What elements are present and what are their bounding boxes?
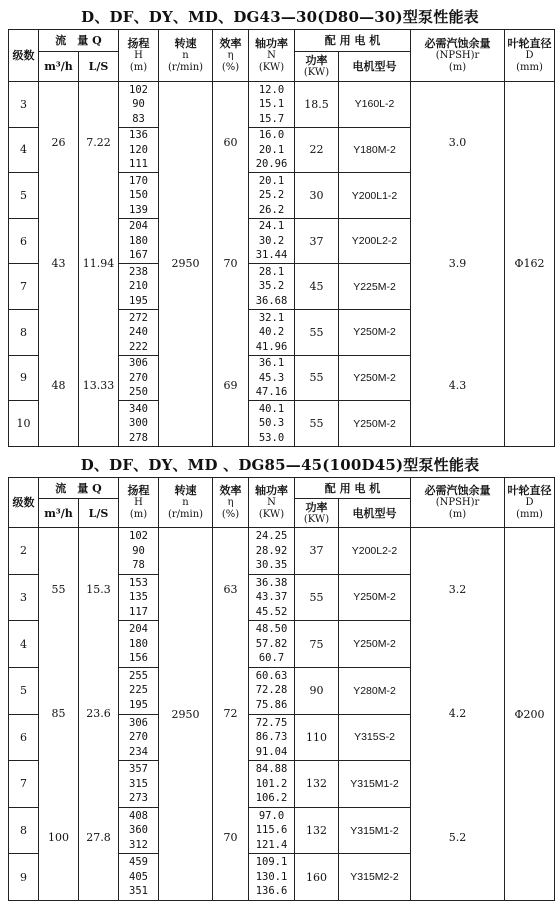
shaft-power-value: 24.1 xyxy=(258,220,285,233)
head-cell xyxy=(119,761,159,808)
head-value: 234 xyxy=(129,745,148,758)
motor-power-cell: 160 xyxy=(295,854,339,901)
stage-cell: 8 xyxy=(9,807,39,854)
head-value: 315 xyxy=(129,777,148,790)
motor-power-cell: 55 xyxy=(295,355,339,401)
motor-power-cell: 55 xyxy=(295,401,339,447)
shaft-power-value: 106.2 xyxy=(255,792,288,805)
shaft-power-cell xyxy=(249,528,295,575)
flow-m3h-cell-value: 43 xyxy=(51,257,66,271)
motor-model-cell: Y250M-2 xyxy=(339,574,411,621)
head-value: 405 xyxy=(129,870,148,883)
head-value: 272 xyxy=(129,311,148,324)
shaft-power-value: 101.2 xyxy=(255,777,288,790)
shaft-power-value: 20.96 xyxy=(255,158,288,171)
head-value: 136 xyxy=(129,129,148,142)
motor-power-cell: 37 xyxy=(295,218,339,264)
stage-cell: 9 xyxy=(9,355,39,401)
motor-power-cell: 55 xyxy=(295,310,339,356)
shaft-power-value: 20.1 xyxy=(258,143,285,156)
stage-cell: 9 xyxy=(9,854,39,901)
shaft-power-value: 121.4 xyxy=(255,838,288,851)
head-value: 240 xyxy=(129,326,148,339)
speed-cell: 2950 xyxy=(159,82,213,447)
shaft-power-value: 109.1 xyxy=(255,856,288,869)
head-value: 360 xyxy=(129,824,148,837)
pump-performance-table-1 xyxy=(8,29,555,447)
head-value: 167 xyxy=(129,249,148,262)
head-value: 83 xyxy=(132,112,145,125)
shaft-power-value: 53.0 xyxy=(258,431,285,444)
head-cell xyxy=(119,127,159,173)
efficiency-cell xyxy=(213,528,249,901)
motor-power-cell: 30 xyxy=(295,173,339,219)
shaft-power-value: 91.04 xyxy=(255,745,288,758)
head-value: 117 xyxy=(129,605,148,618)
npsh-cell xyxy=(411,528,505,901)
head-value: 90 xyxy=(132,544,145,557)
head-value: 210 xyxy=(129,280,148,293)
head-cell xyxy=(119,714,159,761)
head-value: 306 xyxy=(129,716,148,729)
shaft-power-value: 31.44 xyxy=(255,249,288,262)
head-value: 225 xyxy=(129,684,148,697)
flow-ls-cell-value: 15.3 xyxy=(86,583,111,596)
header-shaft-power: 轴功率 N (KW) xyxy=(249,30,295,82)
head-value: 250 xyxy=(129,386,148,399)
head-value: 204 xyxy=(129,623,148,636)
stage-cell: 6 xyxy=(9,714,39,761)
flow-m3h-cell-value: 55 xyxy=(51,583,66,596)
shaft-power-value: 57.82 xyxy=(255,637,288,650)
speed-cell: 2950 xyxy=(159,528,213,901)
head-value: 340 xyxy=(129,402,148,415)
head-value: 222 xyxy=(129,340,148,353)
head-cell xyxy=(119,218,159,264)
head-value: 135 xyxy=(129,591,148,604)
header-head: 扬程 H (m) xyxy=(119,30,159,82)
shaft-power-cell xyxy=(249,621,295,668)
head-value: 195 xyxy=(129,698,148,711)
shaft-power-cell xyxy=(249,574,295,621)
npsh-value: 5.2 xyxy=(448,831,467,844)
motor-model-cell: Y225M-2 xyxy=(339,264,411,310)
shaft-power-value: 84.88 xyxy=(255,763,288,776)
efficiency-value: 70 xyxy=(223,257,238,271)
head-value: 357 xyxy=(129,763,148,776)
flow-ls-cell-value: 7.22 xyxy=(86,136,111,149)
head-value: 90 xyxy=(132,98,145,111)
motor-power-cell: 22 xyxy=(295,127,339,173)
header-motor-model: 电机型号 xyxy=(339,52,411,82)
header-motor-power: 功率 (KW) xyxy=(295,499,339,528)
header-flow-ls: L/S xyxy=(79,499,119,528)
motor-power-cell: 37 xyxy=(295,528,339,575)
shaft-power-cell xyxy=(249,218,295,264)
motor-model-cell: Y315M2-2 xyxy=(339,854,411,901)
flow-ls-cell-value: 11.94 xyxy=(82,257,115,271)
header-flow-ls: L/S xyxy=(79,52,119,82)
header-flow-m3h: m³/h xyxy=(39,499,79,528)
shaft-power-value: 43.37 xyxy=(255,591,288,604)
header-npsh: 必需汽蚀余量 (NPSH)r (m) xyxy=(411,30,505,82)
head-value: 180 xyxy=(129,637,148,650)
head-cell xyxy=(119,310,159,356)
motor-model-cell: Y200L1-2 xyxy=(339,173,411,219)
shaft-power-cell xyxy=(249,807,295,854)
header-impeller-diameter: 叶轮直径 D (mm) xyxy=(505,478,555,528)
head-value: 408 xyxy=(129,809,148,822)
head-value: 312 xyxy=(129,838,148,851)
table2-title: D、DF、DY、MD 、DG85—45(100D45)型泵性能表 xyxy=(80,456,480,474)
shaft-power-value: 30.35 xyxy=(255,559,288,572)
motor-power-cell: 110 xyxy=(295,714,339,761)
shaft-power-value: 25.2 xyxy=(258,189,285,202)
shaft-power-cell xyxy=(249,127,295,173)
stage-cell: 6 xyxy=(9,218,39,264)
shaft-power-value: 30.2 xyxy=(258,234,285,247)
header-impeller-diameter: 叶轮直径 D (mm) xyxy=(505,30,555,82)
motor-model-cell: Y160L-2 xyxy=(339,82,411,128)
motor-model-cell: Y315M1-2 xyxy=(339,807,411,854)
head-value: 459 xyxy=(129,856,148,869)
motor-power-cell: 18.5 xyxy=(295,82,339,128)
shaft-power-value: 60.7 xyxy=(258,652,285,665)
motor-model-cell: Y200L2-2 xyxy=(339,528,411,575)
header-npsh: 必需汽蚀余量 (NPSH)r (m) xyxy=(411,478,505,528)
stage-cell: 3 xyxy=(9,82,39,128)
stage-cell: 7 xyxy=(9,264,39,310)
shaft-power-value: 36.68 xyxy=(255,294,288,307)
shaft-power-value: 40.2 xyxy=(258,326,285,339)
efficiency-value: 72 xyxy=(223,707,238,720)
head-cell xyxy=(119,401,159,447)
stage-cell: 2 xyxy=(9,528,39,575)
shaft-power-cell xyxy=(249,355,295,401)
head-cell xyxy=(119,82,159,128)
shaft-power-value: 12.0 xyxy=(258,83,285,96)
shaft-power-value: 48.50 xyxy=(255,623,288,636)
motor-model-cell: Y315M1-2 xyxy=(339,761,411,808)
flow-m3h-cell-value: 100 xyxy=(48,831,69,844)
flow-ls-cell-value: 23.6 xyxy=(86,707,111,720)
stage-cell: 3 xyxy=(9,574,39,621)
shaft-power-cell xyxy=(249,173,295,219)
motor-model-cell: Y315S-2 xyxy=(339,714,411,761)
head-value: 150 xyxy=(129,189,148,202)
motor-model-cell: Y200L2-2 xyxy=(339,218,411,264)
impeller-diameter-cell: Φ162 xyxy=(505,82,555,447)
shaft-power-value: 45.3 xyxy=(258,371,285,384)
stage-cell: 5 xyxy=(9,667,39,714)
shaft-power-value: 24.25 xyxy=(255,530,288,543)
shaft-power-value: 47.16 xyxy=(255,386,288,399)
shaft-power-value: 28.1 xyxy=(258,265,285,278)
head-cell xyxy=(119,667,159,714)
efficiency-value: 69 xyxy=(223,378,238,392)
motor-model-cell: Y250M-2 xyxy=(339,621,411,668)
header-efficiency: 效率 η (%) xyxy=(213,478,249,528)
npsh-value: 3.9 xyxy=(448,257,467,271)
shaft-power-value: 41.96 xyxy=(255,340,288,353)
motor-power-cell: 55 xyxy=(295,574,339,621)
head-value: 78 xyxy=(132,559,145,572)
shaft-power-value: 36.38 xyxy=(255,576,288,589)
header-speed: 转速 n (r/min) xyxy=(159,478,213,528)
shaft-power-value: 115.6 xyxy=(255,824,288,837)
stage-cell: 10 xyxy=(9,401,39,447)
shaft-power-value: 26.2 xyxy=(258,203,285,216)
head-cell xyxy=(119,621,159,668)
table-row xyxy=(9,82,555,128)
header-motor-power: 功率 (KW) xyxy=(295,52,339,82)
impeller-diameter-cell: Φ200 xyxy=(505,528,555,901)
head-value: 278 xyxy=(129,431,148,444)
head-value: 153 xyxy=(129,576,148,589)
npsh-value: 3.2 xyxy=(448,583,467,596)
header-stage: 级数 xyxy=(9,478,39,528)
header-speed: 转速 n (r/min) xyxy=(159,30,213,82)
motor-model-cell: Y250M-2 xyxy=(339,401,411,447)
head-value: 170 xyxy=(129,174,148,187)
head-value: 139 xyxy=(129,203,148,216)
shaft-power-value: 72.28 xyxy=(255,684,288,697)
table1-title: D、DF、DY、MD、DG43—30(D80—30)型泵性能表 xyxy=(81,8,479,26)
shaft-power-value: 97.0 xyxy=(258,809,285,822)
flow-m3h-cell-value: 48 xyxy=(51,378,66,392)
efficiency-value: 63 xyxy=(223,583,238,596)
flow-ls-cell-value: 27.8 xyxy=(86,831,111,844)
shaft-power-value: 45.52 xyxy=(255,605,288,618)
stage-cell: 7 xyxy=(9,761,39,808)
head-value: 273 xyxy=(129,792,148,805)
head-value: 111 xyxy=(129,158,148,171)
flow-m3h-cell xyxy=(39,528,79,901)
shaft-power-value: 28.92 xyxy=(255,544,288,557)
npsh-value: 4.2 xyxy=(448,707,467,720)
motor-power-cell: 132 xyxy=(295,761,339,808)
head-value: 102 xyxy=(129,530,148,543)
efficiency-value: 60 xyxy=(223,136,238,149)
motor-power-cell: 45 xyxy=(295,264,339,310)
header-motor-model: 电机型号 xyxy=(339,499,411,528)
shaft-power-value: 40.1 xyxy=(258,402,285,415)
shaft-power-value: 75.86 xyxy=(255,698,288,711)
head-value: 120 xyxy=(129,143,148,156)
flow-m3h-cell xyxy=(39,82,79,447)
head-value: 156 xyxy=(129,652,148,665)
head-value: 238 xyxy=(129,265,148,278)
efficiency-value: 70 xyxy=(223,831,238,844)
stage-cell: 4 xyxy=(9,621,39,668)
shaft-power-value: 36.1 xyxy=(258,357,285,370)
shaft-power-cell xyxy=(249,714,295,761)
shaft-power-value: 72.75 xyxy=(255,716,288,729)
header-flow: 流 量 Q xyxy=(39,30,119,52)
shaft-power-value: 32.1 xyxy=(258,311,285,324)
header-head: 扬程 H (m) xyxy=(119,478,159,528)
head-value: 270 xyxy=(129,371,148,384)
shaft-power-value: 16.0 xyxy=(258,129,285,142)
stage-cell: 4 xyxy=(9,127,39,173)
motor-model-cell: Y280M-2 xyxy=(339,667,411,714)
shaft-power-value: 15.7 xyxy=(258,112,285,125)
motor-power-cell: 132 xyxy=(295,807,339,854)
flow-m3h-cell-value: 26 xyxy=(51,136,66,149)
flow-ls-cell xyxy=(79,82,119,447)
head-value: 255 xyxy=(129,669,148,682)
head-cell xyxy=(119,264,159,310)
shaft-power-cell xyxy=(249,401,295,447)
head-cell xyxy=(119,528,159,575)
shaft-power-value: 130.1 xyxy=(255,870,288,883)
shaft-power-value: 20.1 xyxy=(258,174,285,187)
shaft-power-cell xyxy=(249,264,295,310)
flow-ls-cell xyxy=(79,528,119,901)
head-value: 180 xyxy=(129,234,148,247)
stage-cell: 5 xyxy=(9,173,39,219)
npsh-cell xyxy=(411,82,505,447)
shaft-power-value: 35.2 xyxy=(258,280,285,293)
motor-model-cell: Y250M-2 xyxy=(339,310,411,356)
head-cell xyxy=(119,355,159,401)
head-cell xyxy=(119,807,159,854)
npsh-value: 3.0 xyxy=(448,136,467,149)
header-flow: 流 量 Q xyxy=(39,478,119,499)
header-stage: 级数 xyxy=(9,30,39,82)
flow-m3h-cell-value: 85 xyxy=(51,707,66,720)
header-motor: 配 用 电 机 xyxy=(295,30,411,52)
header-motor: 配 用 电 机 xyxy=(295,478,411,499)
header-flow-m3h: m³/h xyxy=(39,52,79,82)
flow-ls-cell-value: 13.33 xyxy=(82,378,115,392)
shaft-power-cell xyxy=(249,82,295,128)
shaft-power-value: 15.1 xyxy=(258,98,285,111)
motor-model-cell: Y250M-2 xyxy=(339,355,411,401)
shaft-power-value: 50.3 xyxy=(258,417,285,430)
header-shaft-power: 轴功率 N (KW) xyxy=(249,478,295,528)
shaft-power-value: 60.63 xyxy=(255,669,288,682)
shaft-power-cell xyxy=(249,310,295,356)
head-value: 102 xyxy=(129,83,148,96)
efficiency-cell xyxy=(213,82,249,447)
motor-model-cell: Y180M-2 xyxy=(339,127,411,173)
stage-cell: 8 xyxy=(9,310,39,356)
head-cell xyxy=(119,854,159,901)
pump-performance-table-2 xyxy=(8,477,555,901)
head-value: 351 xyxy=(129,885,148,898)
shaft-power-cell xyxy=(249,667,295,714)
head-value: 306 xyxy=(129,357,148,370)
head-value: 204 xyxy=(129,220,148,233)
shaft-power-value: 136.6 xyxy=(255,885,288,898)
motor-power-cell: 90 xyxy=(295,667,339,714)
npsh-value: 4.3 xyxy=(448,378,467,392)
head-value: 195 xyxy=(129,294,148,307)
motor-power-cell: 75 xyxy=(295,621,339,668)
head-cell xyxy=(119,173,159,219)
shaft-power-value: 86.73 xyxy=(255,731,288,744)
head-value: 300 xyxy=(129,417,148,430)
head-value: 270 xyxy=(129,731,148,744)
head-cell xyxy=(119,574,159,621)
shaft-power-cell xyxy=(249,761,295,808)
header-efficiency: 效率 η (%) xyxy=(213,30,249,82)
shaft-power-cell xyxy=(249,854,295,901)
table-row xyxy=(9,528,555,575)
